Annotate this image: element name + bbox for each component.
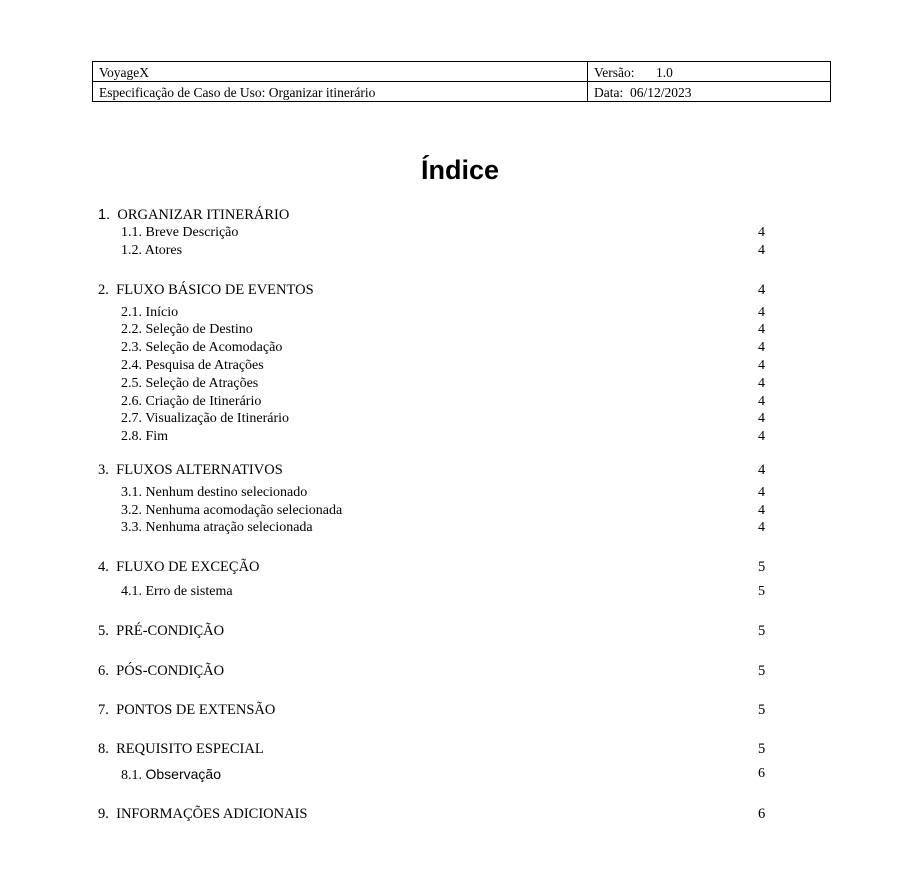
- toc-entry-label: 1. ORGANIZAR ITINERÁRIO: [98, 207, 290, 223]
- version-label: Versão:: [594, 65, 635, 80]
- toc-entry-page: 4: [758, 394, 765, 409]
- toc-entry-page: 4: [758, 322, 765, 337]
- toc-entry-page: 6: [758, 766, 765, 781]
- toc-entry[interactable]: [0, 206, 924, 224]
- toc-entry[interactable]: [0, 583, 924, 601]
- toc-entry-page: 4: [758, 429, 765, 444]
- toc-entry-label: 9. INFORMAÇÕES ADICIONAIS: [98, 806, 308, 822]
- toc-entry-label: 6. PÓS-CONDIÇÃO: [98, 663, 225, 679]
- toc-entry[interactable]: [0, 242, 924, 260]
- toc-entry-label: 2.6. Criação de Itinerário: [121, 394, 262, 409]
- toc-entry-label: 2.8. Fim: [121, 429, 169, 444]
- toc-entry[interactable]: [0, 805, 924, 823]
- toc-entry[interactable]: [0, 622, 924, 640]
- toc-entry-page: 4: [758, 358, 765, 373]
- page-title: Índice: [420, 155, 500, 185]
- date-label: Data:: [594, 85, 624, 100]
- toc-entry-page: 4: [758, 340, 765, 355]
- toc-entry-label: 4.1. Erro de sistema: [121, 584, 233, 599]
- toc-entry[interactable]: [0, 558, 924, 576]
- toc-entry[interactable]: [0, 740, 924, 758]
- toc-entry-page: 4: [758, 243, 765, 258]
- toc-entry[interactable]: [0, 428, 924, 446]
- toc-entry[interactable]: [0, 662, 924, 680]
- toc-entry-label: 1.1. Breve Descrição: [121, 225, 239, 240]
- toc-entry-label: 3.1. Nenhum destino selecionado: [121, 485, 308, 500]
- toc-entry[interactable]: [0, 224, 924, 242]
- toc-entry-page: 5: [758, 741, 766, 757]
- toc-entry-label: 7. PONTOS DE EXTENSÃO: [98, 702, 276, 718]
- toc-entry[interactable]: [0, 393, 924, 411]
- spec-title: Especificação de Caso de Uso: Organizar itinerário: [93, 82, 588, 102]
- toc-entry-page: 5: [758, 623, 766, 639]
- toc-entry-label: 8.1. Observação: [121, 766, 221, 783]
- toc-entry[interactable]: [0, 281, 924, 299]
- toc-entry-label: 3.3. Nenhuma atração selecionada: [121, 520, 313, 535]
- toc-entry[interactable]: [0, 701, 924, 719]
- toc-entry[interactable]: [0, 375, 924, 393]
- toc-entry-page: 4: [758, 485, 765, 500]
- version-value: 1.0: [656, 65, 673, 80]
- toc-entry[interactable]: [0, 519, 924, 537]
- toc-entry-label: 5. PRÉ-CONDIÇÃO: [98, 623, 225, 639]
- toc-entry-label: 2.2. Seleção de Destino: [121, 322, 253, 337]
- toc-entry-label: 3.2. Nenhuma acomodação selecionada: [121, 503, 343, 518]
- toc-entry-label: 8. REQUISITO ESPECIAL: [98, 741, 264, 757]
- date-value: 06/12/2023: [630, 85, 692, 100]
- toc-entry-page: 4: [758, 520, 765, 535]
- toc-entry-label: 2.1. Início: [121, 305, 179, 320]
- toc-entry[interactable]: [0, 461, 924, 479]
- toc-entry-page: 5: [758, 584, 765, 599]
- toc-entry-page: 5: [758, 559, 766, 575]
- toc-entry[interactable]: [0, 410, 924, 428]
- toc-entry-page: 4: [758, 225, 765, 240]
- toc-entry-page: 4: [758, 411, 765, 426]
- toc-entry-label: 2.5. Seleção de Atrações: [121, 376, 259, 391]
- toc-entry-label: 2.7. Visualização de Itinerário: [121, 411, 290, 426]
- toc-entry-label: 3. FLUXOS ALTERNATIVOS: [98, 462, 283, 478]
- toc-entry[interactable]: [0, 304, 924, 322]
- toc-entry[interactable]: [0, 765, 924, 783]
- toc-entry[interactable]: [0, 321, 924, 339]
- toc-entry-page: 4: [758, 282, 766, 298]
- project-name: VoyageX: [93, 62, 588, 82]
- toc-entry[interactable]: [0, 339, 924, 357]
- toc-entry-page: 6: [758, 806, 766, 822]
- toc-entry-page: 5: [758, 702, 766, 718]
- toc-entry-label: 2. FLUXO BÁSICO DE EVENTOS: [98, 282, 314, 298]
- toc-entry[interactable]: [0, 357, 924, 375]
- toc-entry-page: 4: [758, 503, 765, 518]
- toc-entry[interactable]: [0, 484, 924, 502]
- toc-entry-label: 4. FLUXO DE EXCEÇÃO: [98, 559, 260, 575]
- toc-entry-page: 4: [758, 462, 766, 478]
- toc-entry-label: 1.2. Atores: [121, 243, 183, 258]
- toc-entry-page: 4: [758, 305, 765, 320]
- toc-entry-label: 2.3. Seleção de Acomodação: [121, 340, 283, 355]
- toc-entry-label: 2.4. Pesquisa de Atrações: [121, 358, 264, 373]
- toc-entry[interactable]: [0, 502, 924, 520]
- toc-entry-page: 5: [758, 663, 766, 679]
- toc-entry-page: 4: [758, 376, 765, 391]
